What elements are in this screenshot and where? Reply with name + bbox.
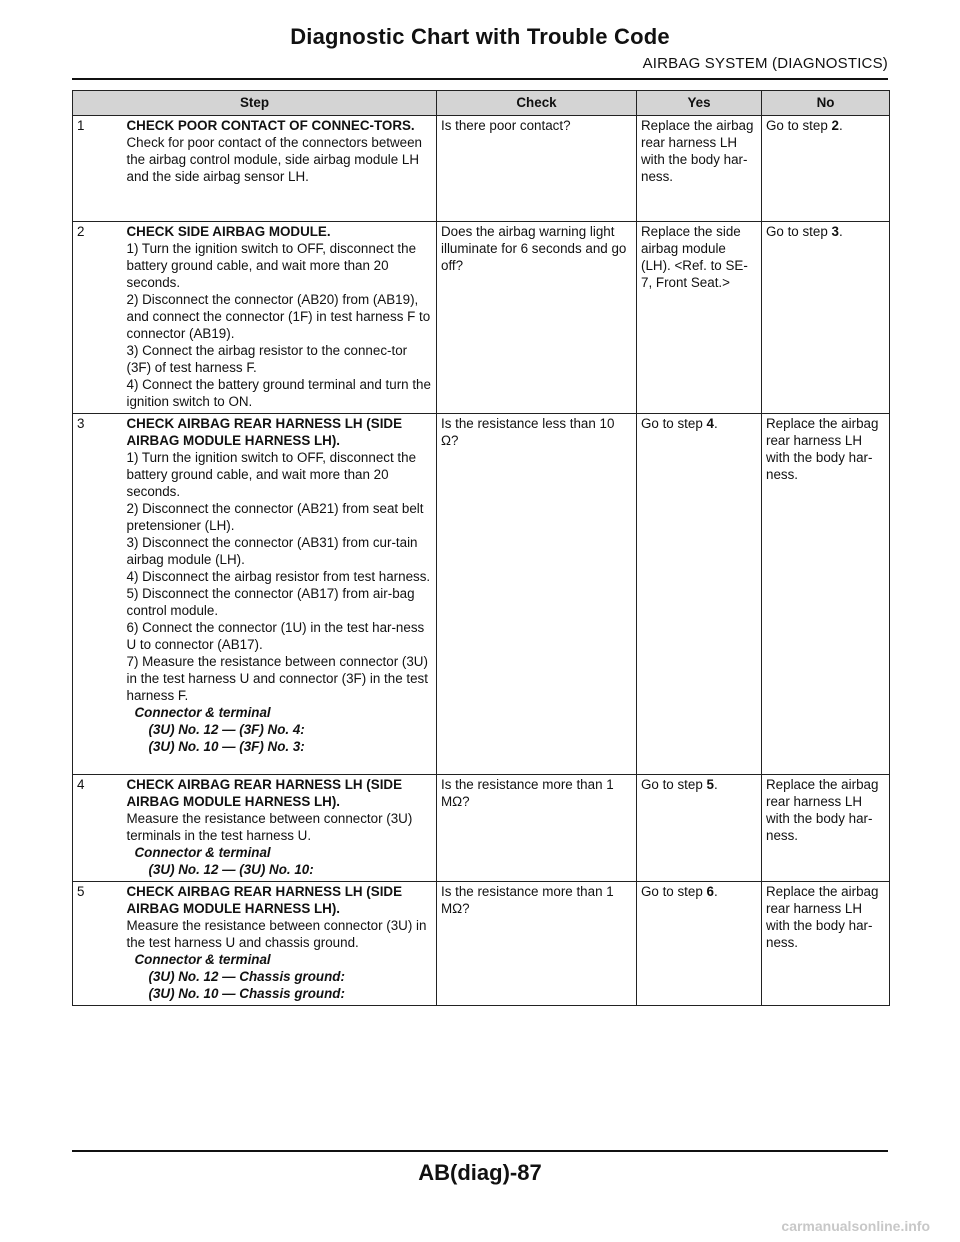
spec-label: Connector & terminal bbox=[134, 845, 271, 860]
no-text: Replace the airbag rear harness LH with the body har-ness. bbox=[766, 416, 879, 482]
spec-terminal: (3U) No. 12 — (3U) No. 10: bbox=[148, 862, 314, 877]
spec-label: Connector & terminal bbox=[134, 952, 271, 967]
yes-suffix: . bbox=[713, 416, 718, 431]
yes-step-ref: 4 bbox=[706, 416, 714, 431]
step-instruction: 5) Disconnect the connector (AB17) from air-bag control module. bbox=[126, 586, 415, 618]
footer-rule bbox=[72, 1150, 888, 1152]
step-instruction: 1) Turn the ignition switch to OFF, disconnect the battery ground cable, and wait more than 20 seconds. bbox=[126, 241, 417, 290]
check-cell: Is the resistance less than 10 Ω? bbox=[437, 414, 637, 775]
table-body bbox=[73, 116, 890, 1006]
check-cell: Is the resistance more than 1 MΩ? bbox=[437, 775, 637, 882]
step-body bbox=[127, 414, 437, 775]
yes-suffix: . bbox=[713, 884, 718, 899]
step-instruction: 3) Disconnect the connector (AB31) from cur-tain airbag module (LH). bbox=[126, 535, 418, 567]
header-rule bbox=[72, 78, 888, 80]
step-instruction: 7) Measure the resistance between connector (3U) in the test harness U and connector (3F) in the test harness F. bbox=[126, 654, 428, 703]
step-instruction: 6) Connect the connector (1U) in the test har-ness U to connector (AB17). bbox=[126, 620, 425, 652]
step-title: CHECK POOR CONTACT OF CONNEC-TORS. bbox=[126, 118, 415, 133]
step-instruction: 4) Connect the battery ground terminal and turn the ignition switch to ON. bbox=[126, 377, 431, 409]
step-body bbox=[127, 882, 437, 1006]
yes-cell bbox=[637, 222, 762, 414]
no-cell bbox=[762, 882, 890, 1006]
col-header-no: No bbox=[762, 91, 890, 116]
step-body bbox=[127, 775, 437, 882]
yes-text: Replace the airbag rear harness LH with the body har-ness. bbox=[641, 118, 754, 184]
table-header-row bbox=[73, 91, 890, 116]
spec-terminal: (3U) No. 12 — (3F) No. 4: bbox=[148, 722, 305, 737]
table-row bbox=[73, 222, 890, 414]
yes-text: Replace the side airbag module (LH). <Ref. to SE-7, Front Seat.> bbox=[641, 224, 748, 290]
check-cell: Does the airbag warning light illuminate for 6 seconds and go off? bbox=[437, 222, 637, 414]
yes-cell bbox=[637, 414, 762, 775]
no-suffix: . bbox=[838, 224, 843, 239]
step-title: CHECK AIRBAG REAR HARNESS LH (SIDE AIRBAG MODULE HARNESS LH). bbox=[126, 884, 403, 916]
step-instruction: Check for poor contact of the connectors between the airbag control module, side airbag module LH and the side airbag sensor LH. bbox=[126, 135, 423, 184]
spec-terminal: (3U) No. 12 — Chassis ground: bbox=[148, 969, 345, 984]
yes-suffix: . bbox=[713, 777, 718, 792]
no-cell bbox=[762, 414, 890, 775]
step-title: CHECK AIRBAG REAR HARNESS LH (SIDE AIRBAG MODULE HARNESS LH). bbox=[126, 416, 403, 448]
col-header-yes: Yes bbox=[637, 91, 762, 116]
step-body bbox=[127, 222, 437, 414]
table-row bbox=[73, 116, 890, 222]
page-title: Diagnostic Chart with Trouble Code bbox=[290, 24, 670, 49]
no-text: Replace the airbag rear harness LH with the body har-ness. bbox=[766, 777, 879, 843]
watermark: carmanualsonline.info bbox=[781, 1218, 930, 1234]
step-instruction: Measure the resistance between connector (3U) in the test harness U and chassis ground. bbox=[126, 918, 427, 950]
step-number: 2 bbox=[73, 222, 127, 414]
spec-label: Connector & terminal bbox=[134, 705, 271, 720]
no-step-ref: 2 bbox=[831, 118, 839, 133]
step-number: 1 bbox=[73, 116, 127, 222]
step-number: 4 bbox=[73, 775, 127, 882]
check-cell: Is there poor contact? bbox=[437, 116, 637, 222]
step-instruction: 3) Connect the airbag resistor to the connec-tor (3F) of test harness F. bbox=[126, 343, 408, 375]
no-cell bbox=[762, 222, 890, 414]
step-instruction: 1) Turn the ignition switch to OFF, disconnect the battery ground cable, and wait more than 20 seconds. bbox=[126, 450, 417, 499]
step-instruction: 2) Disconnect the connector (AB21) from seat belt pretensioner (LH). bbox=[126, 501, 424, 533]
table-row bbox=[73, 414, 890, 775]
yes-text: Go to step bbox=[641, 884, 707, 899]
no-suffix: . bbox=[838, 118, 843, 133]
no-cell bbox=[762, 116, 890, 222]
table-row bbox=[73, 882, 890, 1006]
section-subtitle: AIRBAG SYSTEM (DIAGNOSTICS) bbox=[642, 55, 888, 72]
step-title: CHECK SIDE AIRBAG MODULE. bbox=[126, 224, 331, 239]
step-title: CHECK AIRBAG REAR HARNESS LH (SIDE AIRBAG MODULE HARNESS LH). bbox=[126, 777, 403, 809]
no-cell bbox=[762, 775, 890, 882]
yes-text: Go to step bbox=[641, 777, 707, 792]
yes-step-ref: 5 bbox=[706, 777, 714, 792]
diagnostic-table bbox=[72, 90, 890, 1006]
spec-terminal: (3U) No. 10 — Chassis ground: bbox=[148, 986, 345, 1001]
check-cell: Is the resistance more than 1 MΩ? bbox=[437, 882, 637, 1006]
yes-cell bbox=[637, 116, 762, 222]
step-number: 5 bbox=[73, 882, 127, 1006]
col-header-check: Check bbox=[437, 91, 637, 116]
table-row bbox=[73, 775, 890, 882]
no-text: Replace the airbag rear harness LH with the body har-ness. bbox=[766, 884, 879, 950]
step-instruction: 2) Disconnect the connector (AB20) from (AB19), and connect the connector (1F) in test harness F to connector (AB19). bbox=[126, 292, 431, 341]
step-body bbox=[127, 116, 437, 222]
no-text: Go to step bbox=[766, 118, 832, 133]
step-number: 3 bbox=[73, 414, 127, 775]
spec-terminal: (3U) No. 10 — (3F) No. 3: bbox=[148, 739, 305, 754]
step-instruction: Measure the resistance between connector (3U) terminals in the test harness U. bbox=[126, 811, 413, 843]
col-header-step: Step bbox=[73, 91, 437, 116]
yes-cell bbox=[637, 775, 762, 882]
yes-cell bbox=[637, 882, 762, 1006]
step-instruction: 4) Disconnect the airbag resistor from test harness. bbox=[126, 569, 431, 584]
no-step-ref: 3 bbox=[831, 224, 839, 239]
page-number: AB(diag)-87 bbox=[418, 1160, 542, 1185]
yes-step-ref: 6 bbox=[706, 884, 714, 899]
yes-text: Go to step bbox=[641, 416, 707, 431]
no-text: Go to step bbox=[766, 224, 832, 239]
